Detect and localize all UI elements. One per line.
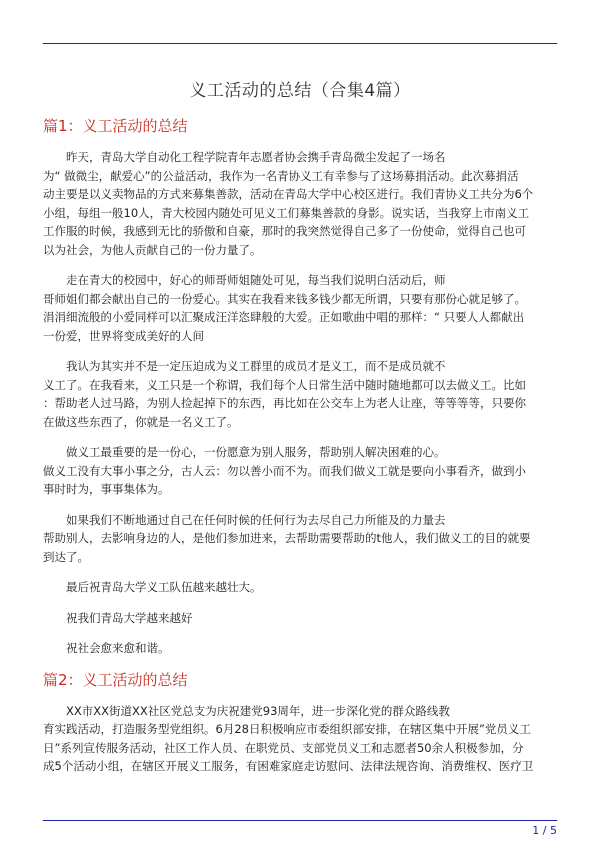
paragraph-line: 义工了。在我看来，义工只是一个称谓，我们每个人日常生活中随时随地都可以去做义工。比如 xyxy=(43,377,526,392)
paragraph-line: 小组，每组一般10人，青大校园内随处可见义工们募集善款的身影。说实话，当我穿上市南义工 xyxy=(43,205,530,220)
paragraph-line: 成5个活动小组，在辖区开展义工服务，有困难家庭走访慰问、法律法规咨询、消费维权、医疗卫 xyxy=(43,759,534,773)
document-body xyxy=(43,116,557,788)
paragraph-line: 哥师姐们都会献出自己的一份爱心。其实在我看来钱多钱少都无所谓，只要有那份心就足够了。 xyxy=(43,291,526,306)
document-title: 义工活动的总结（合集4篇） xyxy=(189,81,411,101)
top-rule xyxy=(43,43,557,44)
paragraph-line: 最后祝青岛大学义工队伍越来越壮大。 xyxy=(66,580,262,594)
paragraph-line: 一份爱，世界将变成美好的人间 xyxy=(43,328,204,343)
paragraph-line: 做义工没有大事小事之分，古人云：勿以善小而不为。而我们做义工就是要向小事看齐，做到小 xyxy=(43,463,526,478)
paragraph-line: 我认为其实并不是一定压迫成为义工群里的成员才是义工，而不是成员就不 xyxy=(66,359,446,373)
paragraph-line: 昨天，青岛大学自动化工程学院青年志愿者协会携手青岛微尘发起了一场名 xyxy=(66,150,446,164)
paragraph-line: 到达了。 xyxy=(43,549,89,564)
paragraph-line: 祝社会愈来愈和谐。 xyxy=(66,641,170,655)
section-1-paragraph-5 xyxy=(43,511,557,567)
paragraph-line: ：帮助老人过马路，为别人捡起掉下的东西，再比如在公交车上为老人让座，等等等等，只要你 xyxy=(43,396,526,410)
paragraph-line: 帮助别人，去影响身边的人，是他们参加进来，去帮助需要帮助的t他人，我们做义工的目的就要 xyxy=(43,531,531,545)
paragraph-line: 做义工最重要的是一份心，一份愿意为别人服务，帮助别人解决困难的心。 xyxy=(66,445,446,459)
section-1-paragraph-3 xyxy=(43,357,557,431)
paragraph-line: 育实践活动，打造服务型党组织。6月28日积极响应市委组织部安排，在辖区集中开展”党员义工 xyxy=(43,722,531,736)
paragraph-line: 以为社会，为他人贡献自己的一份力量了。 xyxy=(43,242,262,257)
bottom-rule xyxy=(43,820,557,821)
paragraph-line: 日”系列宣传服务活动，社区工作人员、在职党员、支部党员义工和志愿者50余人积极参加，分 xyxy=(43,740,524,755)
paragraph-line: XX市XX街道XX社区党总支为庆祝建党93周年，进一步深化党的群众路线教 xyxy=(66,703,450,718)
section-1-paragraph-1 xyxy=(43,148,557,259)
paragraph-line: 如果我们不断地通过自己在任何时候的任何行为去尽自己力所能及的力量去 xyxy=(66,512,446,527)
section-1-paragraph-2 xyxy=(43,271,557,345)
closing-line-1 xyxy=(43,578,557,597)
page-number: 1 / 5 xyxy=(532,824,557,837)
section-2-heading: 篇2：义工活动的总结 xyxy=(43,670,188,689)
closing-line-3 xyxy=(43,639,557,658)
paragraph-line: 走在青大的校园中，好心的师哥师姐随处可见，每当我们说明白活动后，师 xyxy=(66,273,446,287)
paragraph-line: 动主要是以义卖物品的方式来募集善款，活动在青岛大学中心校区进行。我们青协义工共分为6个 xyxy=(43,187,534,201)
paragraph-line: 在做这些东西了，你就是一名义工了。 xyxy=(43,414,239,429)
paragraph-line: 涓涓细流般的小爱同样可以汇聚成汪洋恣肆般的大爱。正如歌曲中唱的那样：“ 只要人人都献出 xyxy=(43,310,525,324)
closing-line-2 xyxy=(43,609,557,628)
paragraph-line: 祝我们青岛大学越来越好 xyxy=(66,610,193,625)
paragraph-line: 为“ 做微尘，献爱心”的公益活动，我作为一名青协义工有幸参与了这场募捐活动。此次募捐活 xyxy=(43,168,519,183)
section-1-heading: 篇1：义工活动的总结 xyxy=(43,117,188,135)
section-2-paragraph-1 xyxy=(43,702,557,776)
section-1-paragraph-4 xyxy=(43,443,557,499)
paragraph-line: 工作服的时候，我感到无比的骄傲和自豪，那时的我突然觉得自己多了一份使命，觉得自己也可 xyxy=(43,224,526,238)
paragraph-line: 事时时为，事事集体为。 xyxy=(43,482,170,496)
